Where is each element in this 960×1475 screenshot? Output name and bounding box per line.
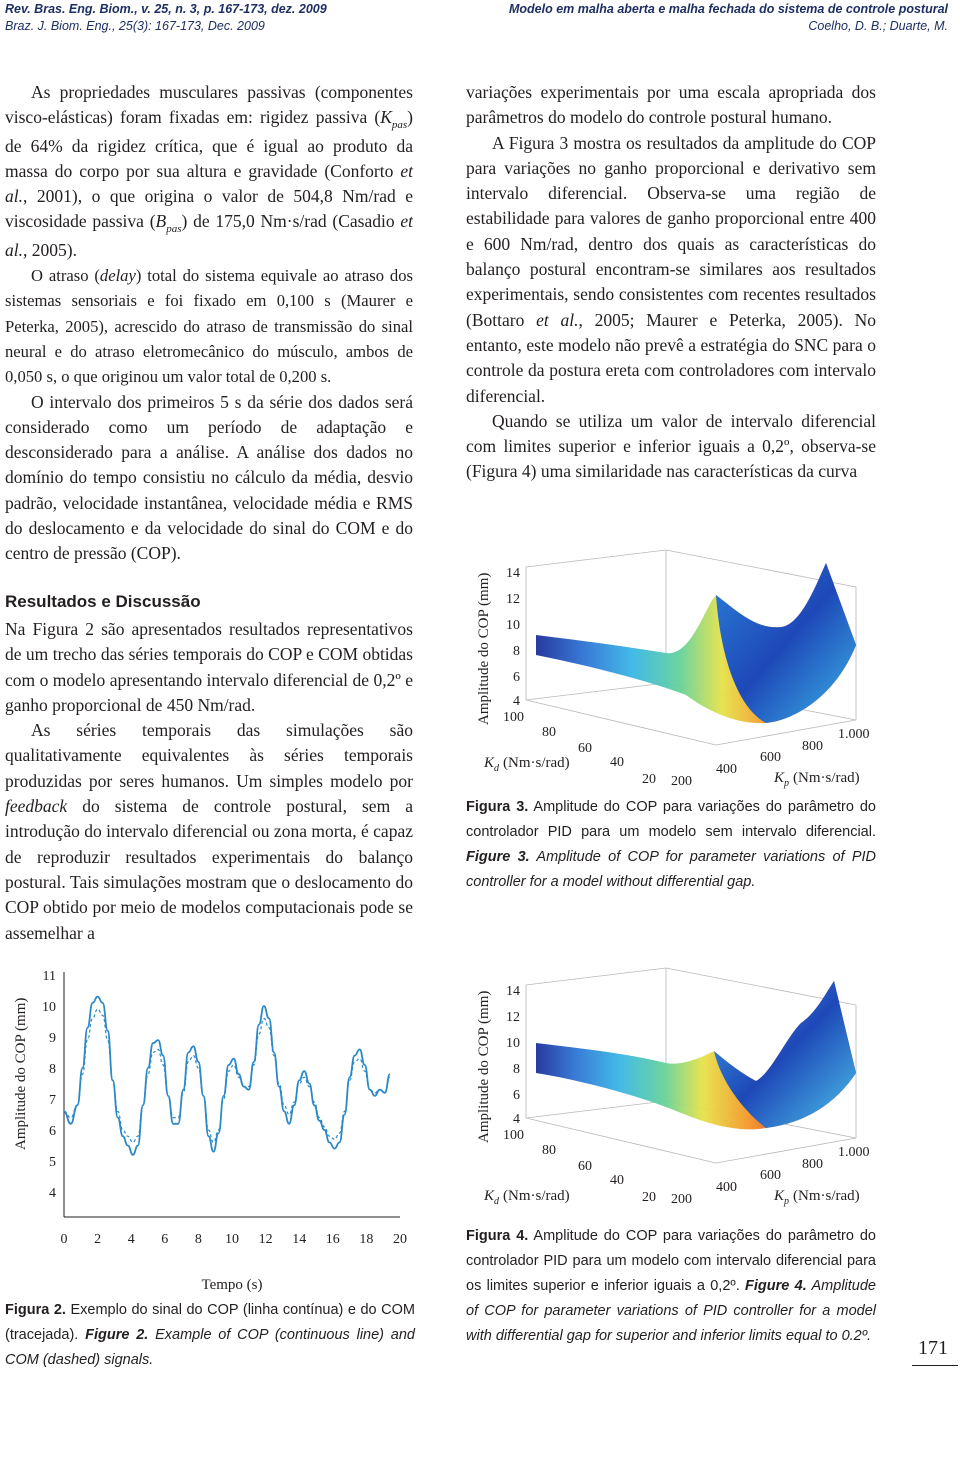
page-number-rule — [912, 1365, 958, 1366]
svg-text:12: 12 — [506, 1010, 520, 1025]
figure3-kp-label: $K_p$ (Nm·s/rad) — [774, 770, 860, 789]
figure2-ytick-label: 7 — [49, 1093, 56, 1108]
svg-text:200: 200 — [671, 774, 692, 789]
svg-text:100: 100 — [503, 1128, 524, 1143]
journal-header-pt: Rev. Bras. Eng. Biom., v. 25, n. 3, p. 167-173, dez. 2009 — [5, 2, 327, 16]
figure2-xtick-label: 2 — [94, 1232, 102, 1247]
left-column — [5, 80, 413, 567]
figure2-ytick-label: 9 — [49, 1031, 56, 1046]
figure3-kd-ticks — [503, 710, 656, 787]
svg-text:8: 8 — [513, 644, 520, 659]
figure2-ytick-label: 10 — [42, 1000, 56, 1015]
figure2-series — [64, 997, 390, 1155]
svg-text:14: 14 — [506, 984, 520, 999]
right-column — [466, 80, 876, 485]
figure4-ylabel: Amplitude do COP (mm) — [476, 990, 492, 1143]
svg-text:1.000: 1.000 — [838, 1145, 870, 1160]
svg-text:80: 80 — [542, 725, 556, 740]
figure4-surface-plot — [466, 963, 886, 1213]
figure2-ytick-label: 11 — [42, 969, 56, 984]
svg-text:10: 10 — [506, 1036, 520, 1051]
svg-text:600: 600 — [760, 1168, 781, 1183]
svg-text:800: 800 — [802, 1157, 823, 1172]
svg-text:60: 60 — [578, 741, 592, 756]
left-column-results — [5, 617, 413, 946]
journal-header-en: Braz. J. Biom. Eng., 25(3): 167-173, Dec. 2009 — [5, 19, 265, 33]
figure3-kd-label: $K_d$ (Nm·s/rad) — [484, 755, 570, 774]
svg-text:12: 12 — [506, 592, 520, 607]
figure2-xtick-label: 4 — [127, 1232, 135, 1247]
running-authors: Coelho, D. B.; Duarte, M. — [808, 19, 948, 33]
page-number: 171 — [918, 1337, 948, 1359]
paragraph-figure3-discussion: A Figura 3 mostra os resultados da amplitude do COP para variações no ganho proporcional e derivativo sem intervalo diferencial. Observa-se uma região de estabilidade para valores de ganho proporcional entre 400 e 600 Nm/rad, dentro dos quais as características do balanço postural encontram-se similares aos resultados experimentais, sendo consistentes com recentes resultados (Bottaro et al., 2005; Maurer e Peterka, 2005). No entanto, este modelo não prevê a estratégia do SNC para o controle da postura ereta com controladores com intervalo diferencial. — [466, 132, 876, 406]
svg-text:20: 20 — [642, 772, 656, 787]
paragraph-simulations: As séries temporais das simulações são qualitativamente equivalentes às séries temporais produzidas por seres humanos. Um simples modelo por feedback do sistema de controle postural, sem a introdução do intervalo diferencial ou zona morta, é capaz de reproduzir resultados experimentais do balanço postural. Tais simulações mostram que o deslocamento do COP obtido por meio de modelos computacionais pode se assemelhar a — [5, 720, 413, 943]
svg-text:40: 40 — [610, 1173, 624, 1188]
figure3-ylabel: Amplitude do COP (mm) — [476, 572, 492, 725]
figure4-caption: Figura 4. Amplitude do COP para variações do parâmetro do controlador PID para um modelo com intervalo diferencial para os limites superior e inferior iguais a 0,2º. Figure 4. Amplitude of COP for parameter variations of PID controller for a model with differential gap for superior and inferior limits equal to 0.2º. — [466, 1228, 876, 1344]
svg-text:10: 10 — [506, 618, 520, 633]
figure2-ytick-label: 6 — [49, 1124, 56, 1139]
svg-text:60: 60 — [578, 1159, 592, 1174]
figure4-kp-label: $K_p$ (Nm·s/rad) — [774, 1188, 860, 1207]
figure2-ytick-label: 4 — [49, 1186, 56, 1201]
svg-text:14: 14 — [506, 566, 520, 581]
svg-text:4: 4 — [513, 1112, 520, 1127]
figure2-xtick-label: 10 — [225, 1232, 239, 1247]
svg-text:400: 400 — [716, 1180, 737, 1195]
figure2-ylabel: Amplitude do COP (mm) — [13, 997, 29, 1150]
figure2-yticks — [42, 969, 56, 1201]
figure2-xticks — [61, 1232, 408, 1247]
paragraph-variations: variações experimentais por uma escala apropriada dos parâmetros do modelo do controle postural humano. — [466, 82, 876, 128]
paragraph-delay: O atraso (delay) total do sistema equivale ao atraso dos sistemas sensoriais e foi fixado em 0,100 s (Maurer e Peterka, 2005), acrescido do atraso de transmissão do sinal neural e do atraso eletromecânico do músculo, ambos de 0,050 s, o que originou um valor total de 0,200 s. — [5, 266, 413, 387]
figure2-ytick-label: 5 — [49, 1155, 56, 1170]
svg-text:1.000: 1.000 — [838, 727, 870, 742]
svg-text:400: 400 — [716, 762, 737, 777]
figure4-kd-label: $K_d$ (Nm·s/rad) — [484, 1188, 570, 1207]
figure2-xtick-label: 12 — [258, 1232, 273, 1247]
running-title: Modelo em malha aberta e malha fechada do sistema de controle postural — [508, 2, 948, 16]
figure2-line-chart — [0, 955, 420, 1295]
figure2-xtick-label: 6 — [161, 1232, 169, 1247]
figure3-surface-plot — [466, 545, 886, 795]
figure2-series-cop-solid — [64, 997, 390, 1155]
paragraph-figure4-intro: Quando se utiliza um valor de intervalo diferencial com limites superior e inferior iguais a 0,2º, observa-se (Figura 4) uma similaridade nas características da curva — [466, 410, 876, 482]
figure2-xtick-label: 16 — [325, 1232, 340, 1247]
svg-text:80: 80 — [542, 1143, 556, 1158]
svg-text:4: 4 — [513, 694, 520, 709]
figure2-xtick-label: 20 — [393, 1232, 407, 1247]
svg-text:6: 6 — [513, 1088, 520, 1103]
svg-text:40: 40 — [610, 755, 624, 770]
figure2-xtick-label: 8 — [194, 1232, 202, 1247]
figure2-xtick-label: 14 — [292, 1232, 307, 1247]
svg-text:8: 8 — [513, 1062, 520, 1077]
figure3-zticks — [506, 566, 520, 709]
figure4-zticks — [506, 984, 520, 1127]
paragraph-figure2-intro: Na Figura 2 são apresentados resultados representativos de um trecho das séries temporais do COP e COM obtidas com o modelo apresentando intervalo diferencial de 0,2º e ganho proporcional de 450 Nm/rad. — [5, 619, 413, 715]
svg-text:6: 6 — [513, 670, 520, 685]
figure2-xlabel: Tempo (s) — [201, 1277, 263, 1293]
figure2-caption: Figura 2. Exemplo do sinal do COP (linha contínua) e do COM (tracejada). Figure 2. Example of COP (continuous line) and COM (dashed) signals. — [5, 1302, 415, 1368]
section-title-results: Resultados e Discussão — [5, 592, 201, 611]
figure2-xtick-label: 18 — [359, 1232, 374, 1247]
figure2-xtick-label: 0 — [60, 1232, 68, 1247]
svg-text:100: 100 — [503, 710, 524, 725]
svg-text:200: 200 — [671, 1192, 692, 1207]
paragraph-analysis: O intervalo dos primeiros 5 s da série dos dados será considerado como um período de adaptação e desconsiderado para a análise. A análise dos dados no domínio do tempo consistiu no cálculo da média, desvio padrão, velocidade instantânea, velocidade média e RMS do deslocamento e da velocidade do sinal do COM e do centro de pressão (COP). — [5, 391, 413, 564]
figure2-ytick-label: 8 — [49, 1062, 56, 1077]
svg-text:20: 20 — [642, 1190, 656, 1205]
svg-text:600: 600 — [760, 750, 781, 765]
paragraph-passive-properties: As propriedades musculares passivas (componentes visco-elásticas) foram fixadas em: rigidez passiva $(K_{pas})$ de 64% da rigidez crítica, que é igual ao produto da massa do corpo por sua altura e gravidade (Conforto et al., 2001), o que origina o valor de 504,8 Nm/rad e viscosidade passiva $(B_{pas})$ de 175,0 Nm·s/rad (Casadio et al., 2005). — [5, 82, 413, 260]
svg-text:800: 800 — [802, 739, 823, 754]
figure3-caption: Figura 3. Amplitude do COP para variações do parâmetro do controlador PID para um modelo sem intervalo diferencial. Figure 3. Amplitude of COP for parameter variations of PID controller for a model without differential gap. — [466, 799, 876, 890]
